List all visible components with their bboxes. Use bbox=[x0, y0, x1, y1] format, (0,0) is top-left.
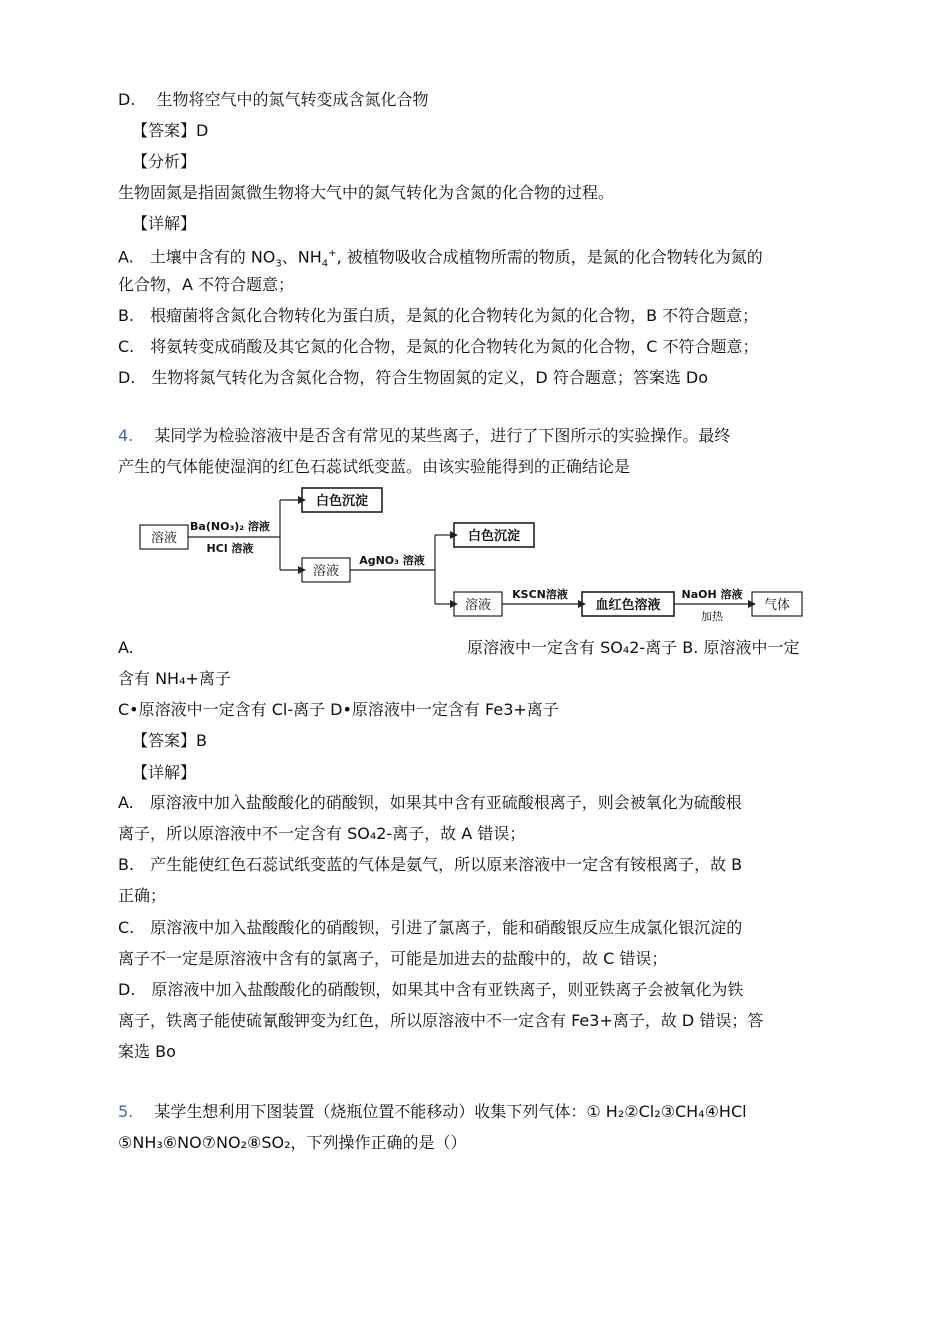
q4-detail-c-line2: 离子不一定是原溶液中含有的氯离子，可能是加进去的盐酸中的，故 C 错误； bbox=[118, 949, 668, 968]
q4-stem-line2: 产生的气体能使湿润的红色石蕊试纸变蓝。由该实验能得到的正确结论是 bbox=[118, 457, 631, 476]
reagent-hcl: HCl 溶液 bbox=[206, 542, 254, 555]
reagent-naoh: NaOH 溶液 bbox=[681, 588, 743, 601]
box-solution-3: 溶液 bbox=[464, 598, 492, 613]
q4-detail-c-line1: C. 原溶液中加入盐酸酸化的硝酸钡，引进了氯离子，能和硝酸银反应生成氯化银沉淀的 bbox=[118, 918, 743, 937]
q4-option-a-label: A. bbox=[118, 638, 134, 657]
box-white-precipitate-1: 白色沉淀 bbox=[315, 494, 369, 509]
q4-answer: 【答案】B bbox=[132, 731, 207, 750]
box-gas: 气体 bbox=[763, 598, 791, 613]
q4-detail-d-line2: 离子，铁离子能使硫氰酸钾变为红色，所以原溶液中不一定含有 Fe3+离子，故 D 错误；答 bbox=[118, 1011, 764, 1030]
q5-stem-line1: 5. 某学生想利用下图装置（烧瓶位置不能移动）收集下列气体：① H₂②Cl₂③CH₄④HCl bbox=[118, 1102, 747, 1121]
q4-option-b-cont: 含有 NH₄+离子 bbox=[118, 669, 231, 688]
q3-detail-a-line1: A. 土壤中含有的 $NO_3$、$NH_4^+$, 被植物吸收合成植物所需的物质，是氮的化合物转化为氮的 bbox=[118, 247, 763, 270]
q3-detail-label: 【详解】 bbox=[132, 214, 197, 233]
q3-analysis-label: 【分析】 bbox=[132, 152, 197, 171]
q4-flow-diagram bbox=[130, 480, 820, 625]
box-white-precipitate-2: 白色沉淀 bbox=[467, 529, 521, 544]
q4-number: 4. bbox=[118, 426, 134, 445]
box-solution-2: 溶液 bbox=[312, 564, 340, 579]
q4-stem-line1: 4. 某同学为检验溶液中是否含有常见的某些离子，进行了下图所示的实验操作。最终 bbox=[118, 426, 731, 445]
q5-number: 5. bbox=[118, 1102, 134, 1121]
reagent-kscn: KSCN溶液 bbox=[512, 588, 568, 601]
reagent-agno3: AgNO₃ 溶液 bbox=[359, 554, 425, 567]
q4-detail-d-line1: D. 原溶液中加入盐酸酸化的硝酸钡，如果其中含有亚铁离子，则亚铁离子会被氧化为铁 bbox=[118, 980, 744, 999]
q3-option-d: D. 生物将空气中的氮气转变成含氮化合物 bbox=[118, 90, 429, 109]
q3-detail-b: B. 根瘤菌将含氮化合物转化为蛋白质，是氮的化合物转化为氮的化合物，B 不符合题意； bbox=[118, 306, 759, 325]
box-blood-red-solution: 血红色溶液 bbox=[595, 598, 661, 613]
box-solution-1: 溶液 bbox=[150, 531, 178, 546]
q4-detail-b-line2: 正确； bbox=[118, 886, 167, 905]
q4-detail-a-line2: 离子，所以原溶液中不一定含有 SO₄2-离子，故 A 错误； bbox=[118, 824, 526, 843]
q3-analysis-text: 生物固氮是指固氮微生物将大气中的氮气转化为含氮的化合物的过程。 bbox=[118, 183, 615, 202]
q3-detail-d: D. 生物将氮气转化为含氮化合物，符合生物固氮的定义，D 符合题意；答案选 Do bbox=[118, 368, 709, 387]
q3-detail-a-line2: 化合物，A 不符合题意； bbox=[118, 275, 295, 294]
q4-detail-b-line1: B. 产生能使红色石蕊试纸变蓝的气体是氨气，所以原来溶液中一定含有铵根离子，故 B bbox=[118, 855, 743, 874]
q4-option-a-text: 原溶液中一定含有 SO₄2-离子 B. 原溶液中一定 bbox=[467, 638, 800, 657]
q3-detail-c: C. 将氨转变成硝酸及其它氮的化合物，是氮的化合物转化为氮的化合物，C 不符合题意； bbox=[118, 337, 759, 356]
q4-options-cd: C•原溶液中一定含有 Cl-离子 D•原溶液中一定含有 Fe3+离子 bbox=[118, 700, 559, 719]
q3-answer: 【答案】D bbox=[132, 121, 209, 140]
q4-detail-a-line1: A. 原溶液中加入盐酸酸化的硝酸钡，如果其中含有亚硫酸根离子，则会被氧化为硫酸根 bbox=[118, 793, 742, 812]
reagent-heating: 加热 bbox=[701, 610, 723, 623]
q5-stem-line2: ⑤NH₃⑥NO⑦NO₂⑧SO₂，下列操作正确的是（） bbox=[118, 1133, 467, 1152]
q4-detail-label: 【详解】 bbox=[132, 763, 197, 782]
reagent-ba-no3: Ba(NO₃)₂ 溶液 bbox=[190, 520, 270, 533]
q4-detail-d-line3: 案选 Bo bbox=[118, 1042, 176, 1061]
